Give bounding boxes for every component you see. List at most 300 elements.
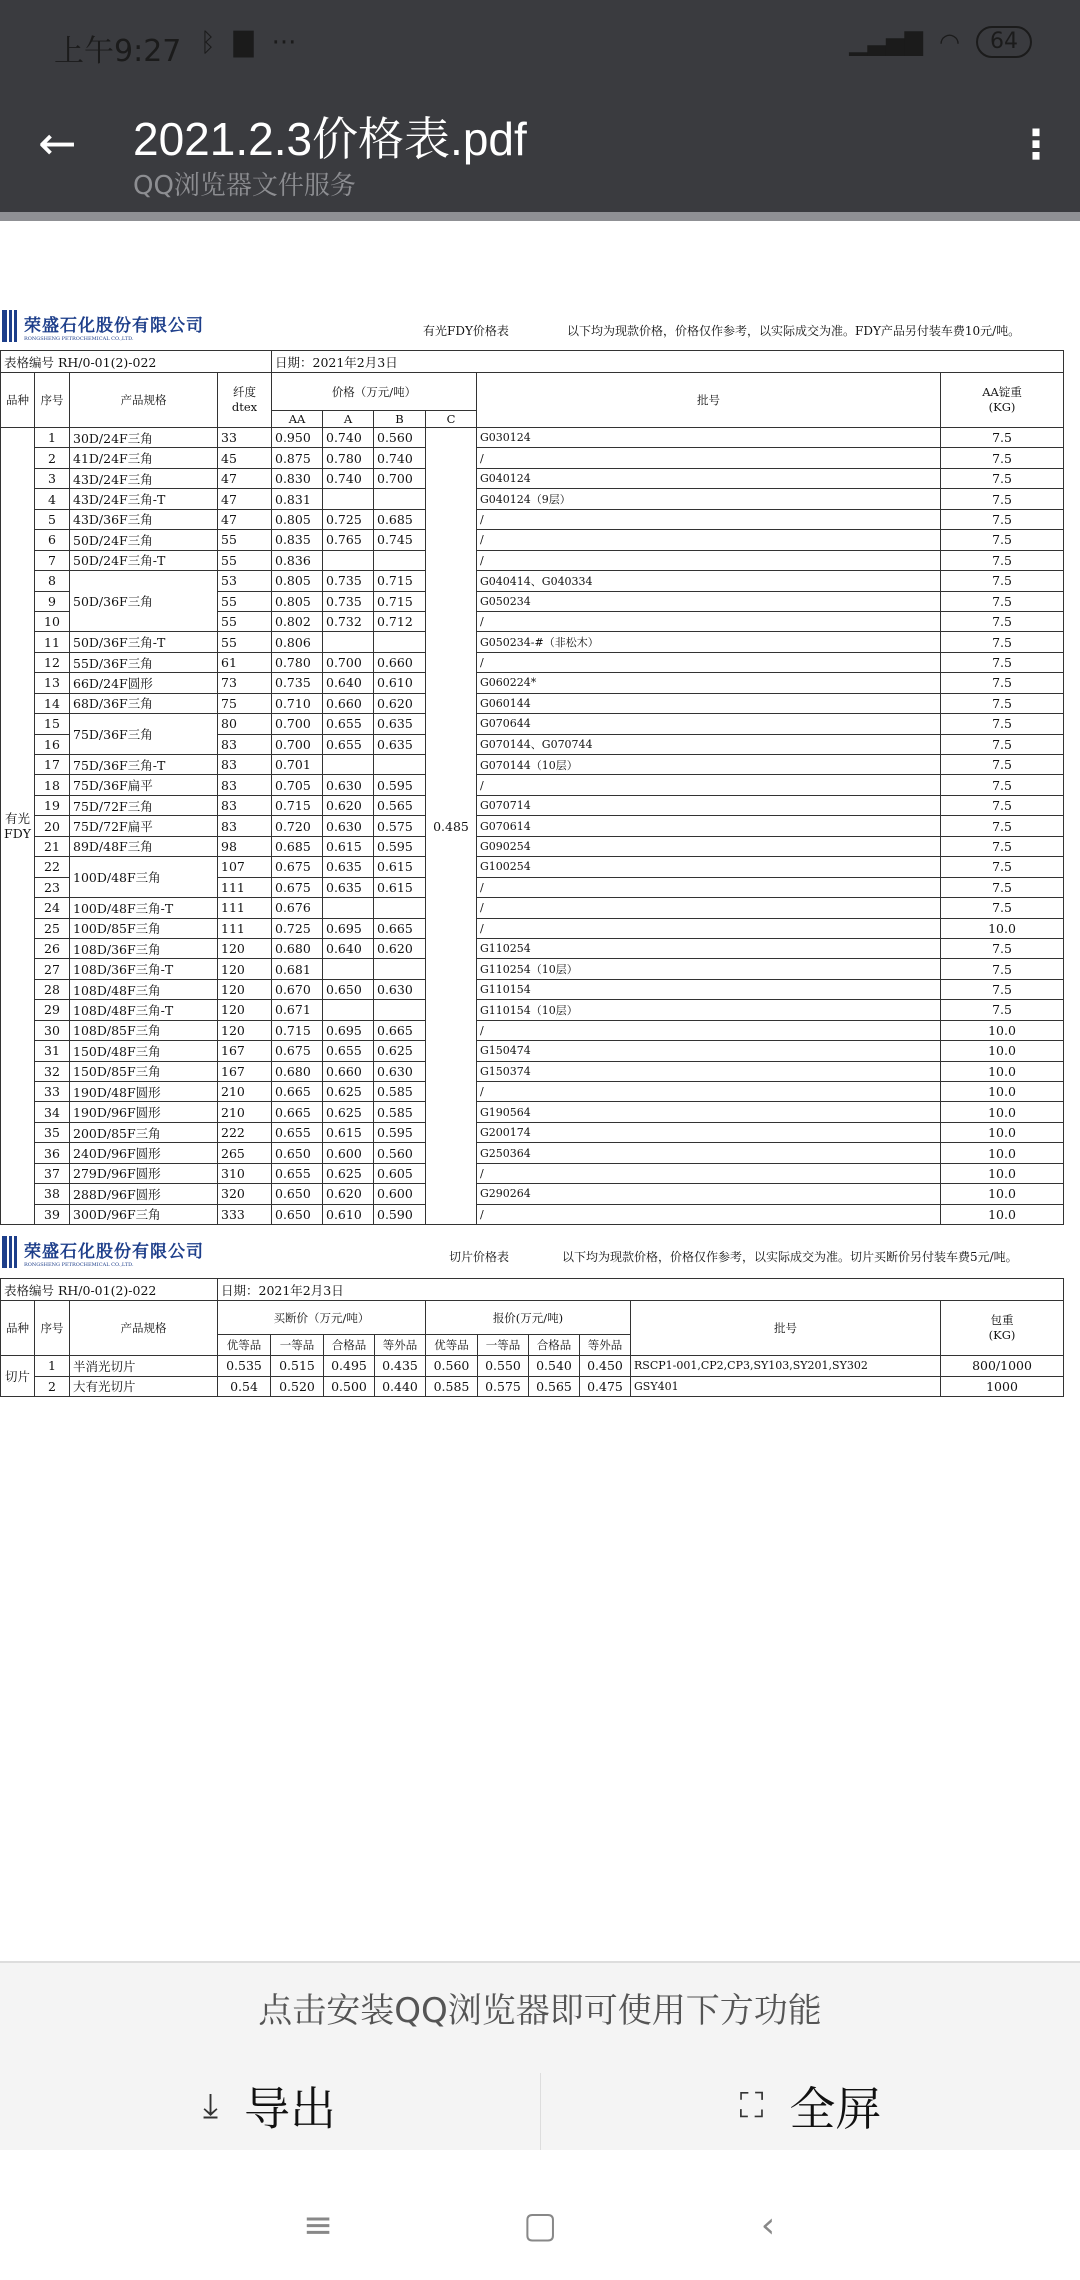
spec-cell: 大有光切片 bbox=[70, 1376, 218, 1397]
price-aa-cell: 0.700 bbox=[272, 714, 323, 734]
table-row bbox=[1, 857, 1064, 877]
spec-cell: 43D/24F三角-T bbox=[70, 489, 218, 509]
dtex-cell: 47 bbox=[218, 468, 272, 488]
seq-cell: 25 bbox=[35, 918, 70, 938]
batch-cell: / bbox=[477, 1163, 941, 1183]
buyout-price-cell: 0.435 bbox=[375, 1356, 426, 1377]
spec-cell: 68D/36F三角 bbox=[70, 693, 218, 713]
dtex-cell: 53 bbox=[218, 571, 272, 591]
seq-cell: 31 bbox=[35, 1041, 70, 1061]
company-logo: 荣盛石化股份有限公司 RONGSHENG PETROCHEMICAL CO.,LTD. bbox=[2, 310, 204, 342]
price-a-cell: 0.610 bbox=[323, 1204, 374, 1224]
spec-cell: 43D/36F三角 bbox=[70, 509, 218, 529]
price-a-cell: 0.625 bbox=[323, 1082, 374, 1102]
table-row bbox=[1, 1122, 1064, 1142]
price-b-cell: 0.630 bbox=[374, 1061, 426, 1081]
seq-cell: 12 bbox=[35, 652, 70, 672]
fdy-price-table bbox=[0, 350, 1064, 1225]
price-b-cell: 0.660 bbox=[374, 652, 426, 672]
seq-cell: 13 bbox=[35, 673, 70, 693]
price-a-cell: 0.625 bbox=[323, 1163, 374, 1183]
batch-cell: / bbox=[477, 898, 941, 918]
weight-cell: 7.5 bbox=[941, 857, 1064, 877]
price-a-cell: 0.655 bbox=[323, 1041, 374, 1061]
price-b-cell: 0.560 bbox=[374, 1143, 426, 1163]
dtex-cell: 333 bbox=[218, 1204, 272, 1224]
price-aa-cell: 0.671 bbox=[272, 1000, 323, 1020]
price-a-cell: 0.635 bbox=[323, 877, 374, 897]
batch-cell: RSCP1-001,CP2,CP3,SY103,SY201,SY302 bbox=[631, 1356, 941, 1377]
logo-mark-icon bbox=[2, 1236, 20, 1268]
seq-cell: 23 bbox=[35, 877, 70, 897]
table-row bbox=[1, 979, 1064, 999]
price-b-cell bbox=[374, 1000, 426, 1020]
buyout-price-cell: 0.500 bbox=[324, 1376, 375, 1397]
price-aa-cell: 0.650 bbox=[272, 1204, 323, 1224]
batch-cell: G100254 bbox=[477, 857, 941, 877]
table-row bbox=[1, 755, 1064, 775]
weight-cell: 7.5 bbox=[941, 836, 1064, 856]
spec-cell: 半消光切片 bbox=[70, 1356, 218, 1377]
batch-cell: G060224* bbox=[477, 673, 941, 693]
price-aa-cell: 0.835 bbox=[272, 530, 323, 550]
price-b-cell bbox=[374, 550, 426, 570]
price-aa-cell: 0.700 bbox=[272, 734, 323, 754]
price-aa-cell: 0.735 bbox=[272, 673, 323, 693]
buyout-price-cell: 0.515 bbox=[271, 1356, 324, 1377]
price-aa-cell: 0.806 bbox=[272, 632, 323, 652]
dtex-cell: 167 bbox=[218, 1061, 272, 1081]
price-b-cell: 0.715 bbox=[374, 591, 426, 611]
seq-cell: 5 bbox=[35, 509, 70, 529]
batch-cell: G040124（9层） bbox=[477, 489, 941, 509]
dtex-cell: 55 bbox=[218, 611, 272, 631]
weight-cell: 10.0 bbox=[941, 1061, 1064, 1081]
table-row bbox=[1, 1102, 1064, 1122]
price-b-cell: 0.685 bbox=[374, 509, 426, 529]
weight-cell: 10.0 bbox=[941, 1184, 1064, 1204]
spec-cell: 75D/36F三角-T bbox=[70, 755, 218, 775]
header-batch: 批号 bbox=[631, 1301, 941, 1356]
batch-cell: G070644 bbox=[477, 714, 941, 734]
dtex-cell: 55 bbox=[218, 530, 272, 550]
header-spec: 产品规格 bbox=[70, 373, 218, 428]
wifi-icon: ◠ bbox=[939, 28, 960, 56]
buyout-price-cell: 0.54 bbox=[218, 1376, 271, 1397]
chips-price-table bbox=[0, 1278, 1064, 1397]
buyout-price-cell: 0.440 bbox=[375, 1376, 426, 1397]
dtex-cell: 210 bbox=[218, 1102, 272, 1122]
price-b-cell: 0.610 bbox=[374, 673, 426, 693]
header-weight: AA锭重 (KG) bbox=[941, 373, 1064, 428]
batch-cell: G070144（10层） bbox=[477, 755, 941, 775]
price-b-cell bbox=[374, 959, 426, 979]
table-row bbox=[1, 775, 1064, 795]
price-aa-cell: 0.715 bbox=[272, 1020, 323, 1040]
weight-cell: 7.5 bbox=[941, 959, 1064, 979]
table-row bbox=[1, 1020, 1064, 1040]
table-row bbox=[1, 673, 1064, 693]
batch-cell: / bbox=[477, 550, 941, 570]
weight-cell: 10.0 bbox=[941, 1102, 1064, 1122]
table-row bbox=[1, 632, 1064, 652]
batch-cell: G070144、G070744 bbox=[477, 734, 941, 754]
price-b-cell: 0.575 bbox=[374, 816, 426, 836]
price-a-cell: 0.600 bbox=[323, 1143, 374, 1163]
price-b-cell: 0.745 bbox=[374, 530, 426, 550]
price-b-cell: 0.615 bbox=[374, 857, 426, 877]
batch-cell: G150374 bbox=[477, 1061, 941, 1081]
weight-cell: 7.5 bbox=[941, 795, 1064, 815]
table-row bbox=[1, 509, 1064, 529]
price-b-cell: 0.600 bbox=[374, 1184, 426, 1204]
price-b-cell bbox=[374, 755, 426, 775]
table-row bbox=[1, 1204, 1064, 1224]
header-dtex: 纤度 dtex bbox=[218, 373, 272, 428]
seq-cell: 34 bbox=[35, 1102, 70, 1122]
table-row bbox=[1, 714, 1064, 734]
price-a-cell: 0.780 bbox=[323, 448, 374, 468]
seq-cell: 26 bbox=[35, 938, 70, 958]
dtex-cell: 83 bbox=[218, 795, 272, 815]
price-a-cell bbox=[323, 959, 374, 979]
header-batch: 批号 bbox=[477, 373, 941, 428]
price-aa-cell: 0.681 bbox=[272, 959, 323, 979]
price-b-cell: 0.595 bbox=[374, 836, 426, 856]
price-b-cell bbox=[374, 898, 426, 918]
seq-cell: 21 bbox=[35, 836, 70, 856]
price-a-cell: 0.650 bbox=[323, 979, 374, 999]
table-row bbox=[1, 550, 1064, 570]
spec-cell: 200D/85F三角 bbox=[70, 1122, 218, 1142]
header-variety: 品种 bbox=[1, 1301, 35, 1356]
price-b-cell: 0.620 bbox=[374, 693, 426, 713]
batch-cell: G150474 bbox=[477, 1041, 941, 1061]
spec-cell: 55D/36F三角 bbox=[70, 652, 218, 672]
header-price: 价格（万元/吨） bbox=[272, 373, 477, 411]
seq-cell: 9 bbox=[35, 591, 70, 611]
price-a-cell: 0.615 bbox=[323, 1122, 374, 1142]
weight-cell: 7.5 bbox=[941, 755, 1064, 775]
weight-cell: 7.5 bbox=[941, 448, 1064, 468]
seq-cell: 7 bbox=[35, 550, 70, 570]
dtex-cell: 320 bbox=[218, 1184, 272, 1204]
weight-cell: 7.5 bbox=[941, 693, 1064, 713]
quote-price-cell: 0.450 bbox=[580, 1356, 631, 1377]
price-aa-cell: 0.805 bbox=[272, 571, 323, 591]
install-banner bbox=[0, 1961, 1080, 2150]
dtex-cell: 83 bbox=[218, 734, 272, 754]
batch-cell: / bbox=[477, 530, 941, 550]
price-b-cell: 0.665 bbox=[374, 1020, 426, 1040]
weight-cell: 10.0 bbox=[941, 1082, 1064, 1102]
more-notifications-icon: ··· bbox=[271, 28, 297, 58]
price-b-cell: 0.595 bbox=[374, 775, 426, 795]
spec-cell: 75D/72F三角 bbox=[70, 795, 218, 815]
price-a-cell: 0.630 bbox=[323, 775, 374, 795]
form-number: 表格编号 RH/0-01(2)-022 bbox=[1, 351, 272, 373]
batch-cell: G070614 bbox=[477, 816, 941, 836]
price-aa-cell: 0.875 bbox=[272, 448, 323, 468]
spec-cell: 75D/72F扁平 bbox=[70, 816, 218, 836]
price-b-cell: 0.625 bbox=[374, 1041, 426, 1061]
weight-cell: 7.5 bbox=[941, 550, 1064, 570]
table-row bbox=[1, 795, 1064, 815]
more-menu-icon[interactable]: ⋮ bbox=[1016, 122, 1056, 168]
batch-cell: G050234-#（非松木） bbox=[477, 632, 941, 652]
price-aa-cell: 0.665 bbox=[272, 1102, 323, 1122]
seq-cell: 29 bbox=[35, 1000, 70, 1020]
signal-icon: ▁▃▅▇ bbox=[849, 28, 924, 56]
quote-price-cell: 0.540 bbox=[529, 1356, 580, 1377]
price-aa-cell: 0.665 bbox=[272, 1082, 323, 1102]
price-a-cell: 0.740 bbox=[323, 468, 374, 488]
seq-cell: 30 bbox=[35, 1020, 70, 1040]
table-date: 日期：2021年2月3日 bbox=[272, 351, 1064, 373]
header-grade: 合格品 bbox=[324, 1335, 375, 1356]
price-a-cell bbox=[323, 489, 374, 509]
spec-cell: 43D/24F三角 bbox=[70, 468, 218, 488]
seq-cell: 24 bbox=[35, 898, 70, 918]
battery-indicator: 64 bbox=[976, 26, 1032, 58]
price-c-cell: 0.485 bbox=[426, 428, 477, 1225]
batch-cell: GSY401 bbox=[631, 1376, 941, 1397]
price-b-cell: 0.565 bbox=[374, 795, 426, 815]
price-aa-cell: 0.650 bbox=[272, 1184, 323, 1204]
weight-cell: 7.5 bbox=[941, 611, 1064, 631]
price-a-cell: 0.660 bbox=[323, 1061, 374, 1081]
price-b-cell: 0.620 bbox=[374, 938, 426, 958]
variety-cell: 有光 FDY bbox=[1, 428, 35, 1225]
header-grade: 一等品 bbox=[271, 1335, 324, 1356]
table-row bbox=[1, 1061, 1064, 1081]
dtex-cell: 107 bbox=[218, 857, 272, 877]
price-aa-cell: 0.680 bbox=[272, 938, 323, 958]
seq-cell: 2 bbox=[35, 1376, 70, 1397]
seq-cell: 4 bbox=[35, 489, 70, 509]
spec-cell: 100D/85F三角 bbox=[70, 918, 218, 938]
chips-title: 切片价格表 bbox=[449, 1250, 510, 1264]
spec-cell: 190D/96F圆形 bbox=[70, 1102, 218, 1122]
batch-cell: G060144 bbox=[477, 693, 941, 713]
file-subtitle: QQ浏览器文件服务 bbox=[133, 171, 356, 201]
price-aa-cell: 0.836 bbox=[272, 550, 323, 570]
price-b-cell: 0.665 bbox=[374, 918, 426, 938]
spec-cell: 108D/48F三角 bbox=[70, 979, 218, 999]
spec-cell: 75D/36F扁平 bbox=[70, 775, 218, 795]
table-row bbox=[1, 1163, 1064, 1183]
seq-cell: 10 bbox=[35, 611, 70, 631]
dtex-cell: 120 bbox=[218, 979, 272, 999]
message-icon: ▇ bbox=[233, 28, 254, 58]
price-a-cell bbox=[323, 898, 374, 918]
header-grade: 等外品 bbox=[375, 1335, 426, 1356]
status-bar bbox=[0, 0, 1080, 95]
logo-mark-icon bbox=[2, 310, 20, 342]
dtex-cell: 47 bbox=[218, 489, 272, 509]
weight-cell: 10.0 bbox=[941, 1041, 1064, 1061]
price-aa-cell: 0.650 bbox=[272, 1143, 323, 1163]
weight-cell: 1000 bbox=[941, 1376, 1064, 1397]
price-b-cell: 0.615 bbox=[374, 877, 426, 897]
price-aa-cell: 0.780 bbox=[272, 652, 323, 672]
seq-cell: 6 bbox=[35, 530, 70, 550]
price-a-cell bbox=[323, 1000, 374, 1020]
price-a-cell: 0.660 bbox=[323, 693, 374, 713]
dtex-cell: 83 bbox=[218, 775, 272, 795]
seq-cell: 3 bbox=[35, 468, 70, 488]
weight-cell: 10.0 bbox=[941, 1122, 1064, 1142]
dtex-cell: 75 bbox=[218, 693, 272, 713]
weight-cell: 7.5 bbox=[941, 673, 1064, 693]
spec-cell: 50D/24F三角 bbox=[70, 530, 218, 550]
seq-cell: 18 bbox=[35, 775, 70, 795]
table-row bbox=[1, 1143, 1064, 1163]
fdy-title: 有光FDY价格表 bbox=[423, 324, 509, 338]
batch-cell: / bbox=[477, 509, 941, 529]
price-b-cell: 0.712 bbox=[374, 611, 426, 631]
install-hint[interactable]: 点击安装QQ浏览器即可使用下方功能 bbox=[258, 1991, 822, 2031]
price-b-cell: 0.700 bbox=[374, 468, 426, 488]
spec-cell: 50D/36F三角-T bbox=[70, 632, 218, 652]
weight-cell: 10.0 bbox=[941, 918, 1064, 938]
header-grade: 一等品 bbox=[478, 1335, 529, 1356]
weight-cell: 7.5 bbox=[941, 877, 1064, 897]
batch-cell: G250364 bbox=[477, 1143, 941, 1163]
price-a-cell: 0.732 bbox=[323, 611, 374, 631]
price-a-cell: 0.740 bbox=[323, 428, 374, 448]
table-row bbox=[1, 1041, 1064, 1061]
fullscreen-button[interactable] bbox=[541, 2065, 1080, 2147]
batch-cell: / bbox=[477, 1204, 941, 1224]
divider bbox=[0, 212, 1080, 221]
dtex-cell: 120 bbox=[218, 1020, 272, 1040]
seq-cell: 39 bbox=[35, 1204, 70, 1224]
spec-cell: 108D/36F三角 bbox=[70, 938, 218, 958]
header-a: A bbox=[323, 411, 374, 428]
table-row bbox=[1, 1082, 1064, 1102]
variety-cell: 切片 bbox=[1, 1356, 35, 1397]
weight-cell: 7.5 bbox=[941, 734, 1064, 754]
spec-cell: 190D/48F圆形 bbox=[70, 1082, 218, 1102]
weight-cell: 7.5 bbox=[941, 1000, 1064, 1020]
price-aa-cell: 0.680 bbox=[272, 1061, 323, 1081]
batch-cell: G110254 bbox=[477, 938, 941, 958]
chips-note: 以下均为现款价格，价格仅作参考，以实际成交为准。切片买断价另付装车费5元/吨。 bbox=[562, 1250, 1018, 1264]
weight-cell: 7.5 bbox=[941, 979, 1064, 999]
spec-cell: 50D/24F三角-T bbox=[70, 550, 218, 570]
fullscreen-label: 全屏 bbox=[789, 2082, 882, 2136]
price-b-cell: 0.630 bbox=[374, 979, 426, 999]
price-b-cell bbox=[374, 632, 426, 652]
header-grade: 合格品 bbox=[529, 1335, 580, 1356]
batch-cell: G110254（10层） bbox=[477, 959, 941, 979]
dtex-cell: 83 bbox=[218, 755, 272, 775]
spec-cell: 240D/96F圆形 bbox=[70, 1143, 218, 1163]
dtex-cell: 222 bbox=[218, 1122, 272, 1142]
spec-cell: 150D/85F三角 bbox=[70, 1061, 218, 1081]
seq-cell: 19 bbox=[35, 795, 70, 815]
price-aa-cell: 0.685 bbox=[272, 836, 323, 856]
header-buyout: 买断价（万元/吨） bbox=[218, 1301, 426, 1335]
price-b-cell: 0.560 bbox=[374, 428, 426, 448]
price-a-cell bbox=[323, 755, 374, 775]
seq-cell: 20 bbox=[35, 816, 70, 836]
price-aa-cell: 0.655 bbox=[272, 1122, 323, 1142]
weight-cell: 10.0 bbox=[941, 1020, 1064, 1040]
weight-cell: 7.5 bbox=[941, 816, 1064, 836]
header-spec: 产品规格 bbox=[70, 1301, 218, 1356]
header-c: C bbox=[426, 411, 477, 428]
seq-cell: 27 bbox=[35, 959, 70, 979]
price-b-cell bbox=[374, 489, 426, 509]
dtex-cell: 80 bbox=[218, 714, 272, 734]
price-a-cell: 0.615 bbox=[323, 836, 374, 856]
spec-cell: 75D/36F三角 bbox=[70, 714, 218, 755]
price-aa-cell: 0.805 bbox=[272, 591, 323, 611]
weight-cell: 7.5 bbox=[941, 489, 1064, 509]
export-label: 导出 bbox=[244, 2082, 337, 2136]
seq-cell: 36 bbox=[35, 1143, 70, 1163]
table-row bbox=[1, 489, 1064, 509]
spec-cell: 300D/96F三角 bbox=[70, 1204, 218, 1224]
export-button[interactable] bbox=[0, 2065, 539, 2147]
seq-cell: 1 bbox=[35, 428, 70, 448]
dtex-cell: 111 bbox=[218, 898, 272, 918]
spec-cell: 279D/96F圆形 bbox=[70, 1163, 218, 1183]
price-b-cell: 0.740 bbox=[374, 448, 426, 468]
system-nav-bar bbox=[0, 2150, 1080, 2280]
price-a-cell: 0.640 bbox=[323, 673, 374, 693]
price-b-cell: 0.635 bbox=[374, 714, 426, 734]
weight-cell: 7.5 bbox=[941, 530, 1064, 550]
price-aa-cell: 0.830 bbox=[272, 468, 323, 488]
home-icon[interactable]: ▢ bbox=[522, 2205, 557, 2246]
recent-apps-icon[interactable]: ≡ bbox=[302, 2205, 334, 2246]
weight-cell: 7.5 bbox=[941, 571, 1064, 591]
spec-cell: 100D/48F三角-T bbox=[70, 898, 218, 918]
weight-cell: 7.5 bbox=[941, 938, 1064, 958]
dtex-cell: 111 bbox=[218, 918, 272, 938]
spec-cell: 150D/48F三角 bbox=[70, 1041, 218, 1061]
header-grade: 优等品 bbox=[218, 1335, 271, 1356]
batch-cell: G050234 bbox=[477, 591, 941, 611]
price-aa-cell: 0.655 bbox=[272, 1163, 323, 1183]
company-logo: 荣盛石化股份有限公司 RONGSHENG PETROCHEMICAL CO.,LTD. bbox=[2, 1236, 204, 1268]
header-b: B bbox=[374, 411, 426, 428]
quote-price-cell: 0.585 bbox=[426, 1376, 478, 1397]
back-arrow-icon[interactable]: ← bbox=[38, 116, 77, 170]
weight-cell: 10.0 bbox=[941, 1143, 1064, 1163]
table-row bbox=[1, 938, 1064, 958]
price-a-cell: 0.735 bbox=[323, 571, 374, 591]
batch-cell: G040414、G040334 bbox=[477, 571, 941, 591]
dtex-cell: 55 bbox=[218, 632, 272, 652]
price-a-cell: 0.735 bbox=[323, 591, 374, 611]
batch-cell: G070714 bbox=[477, 795, 941, 815]
price-aa-cell: 0.805 bbox=[272, 509, 323, 529]
price-a-cell: 0.640 bbox=[323, 938, 374, 958]
nav-back-icon[interactable]: ‹ bbox=[760, 2205, 776, 2246]
batch-cell: / bbox=[477, 652, 941, 672]
price-a-cell: 0.725 bbox=[323, 509, 374, 529]
table-row bbox=[1, 693, 1064, 713]
spec-cell: 108D/48F三角-T bbox=[70, 1000, 218, 1020]
header-seq: 序号 bbox=[35, 1301, 70, 1356]
batch-cell: G200174 bbox=[477, 1122, 941, 1142]
seq-cell: 11 bbox=[35, 632, 70, 652]
seq-cell: 22 bbox=[35, 857, 70, 877]
